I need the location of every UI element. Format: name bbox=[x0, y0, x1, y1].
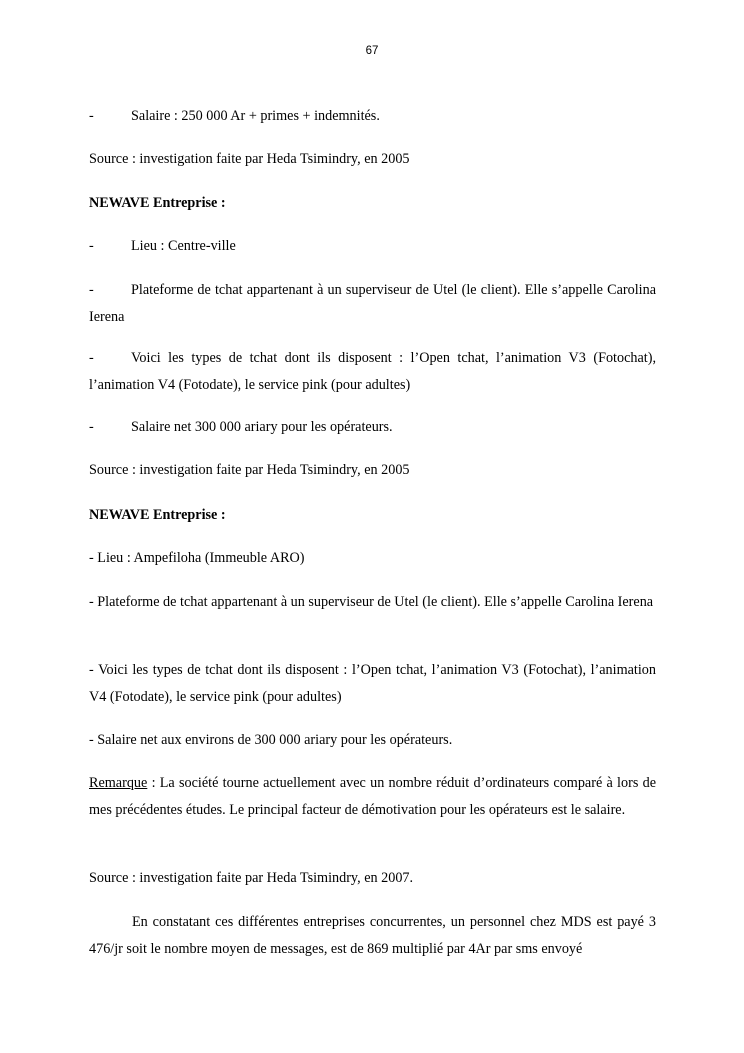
page-number: 67 bbox=[365, 45, 379, 57]
list-item-platform bbox=[89, 277, 656, 330]
list-dash: - bbox=[89, 419, 94, 435]
list-dash: - bbox=[89, 238, 94, 254]
body-paragraph: En constatant ces différentes entreprises concurrentes, un personnel chez MDS est payé 3 476/jr soit le nombre moyen de messages, est de 869 multiplié par 4Ar par sms envoyé bbox=[89, 914, 656, 957]
remark-text: : La société tourne actuellement avec un nombre réduit d’ordinateurs comparé à lors de mes précédentes études. Le principal facteur de démotivation pour les opérateurs est le salaire. bbox=[89, 775, 656, 818]
list-dash: - bbox=[89, 350, 94, 366]
list-item-text: Salaire net 300 000 ariary pour les opérateurs. bbox=[131, 419, 393, 435]
list-item-text: Salaire : 250 000 Ar + primes + indemnités. bbox=[131, 108, 380, 124]
list-item-tchat-types: - Voici les types de tchat dont ils disposent : l’Open tchat, l’animation V3 (Fotochat), l’animation V4 (Fotodate), le service pink (pour adultes) bbox=[89, 662, 656, 705]
list-item-platform: - Plateforme de tchat appartenant à un superviseur de Utel (le client). Elle s’appelle Carolina Ierena bbox=[89, 594, 654, 610]
list-item-salary bbox=[89, 103, 656, 130]
list-item-tchat-types bbox=[89, 345, 656, 398]
list-item-location: - Lieu : Ampefiloha (Immeuble ARO) bbox=[89, 550, 305, 566]
source-line: Source : investigation faite par Heda Tsimindry, en 2007. bbox=[89, 870, 414, 886]
list-item-text: Voici les types de tchat dont ils disposent : l’Open tchat, l’animation V3 (Fotochat), l’animation V4 (Fotodate), le service pink (pour adultes) bbox=[89, 350, 656, 393]
remark-label: Remarque bbox=[89, 775, 148, 791]
section-heading: NEWAVE Entreprise : bbox=[89, 195, 226, 211]
section-heading: NEWAVE Entreprise : bbox=[89, 507, 226, 523]
source-line: Source : investigation faite par Heda Tsimindry, en 2005 bbox=[89, 462, 410, 478]
list-dash: - bbox=[89, 282, 94, 298]
list-item-text: Plateforme de tchat appartenant à un superviseur de Utel (le client). Elle s’appelle Carolina Ierena bbox=[89, 282, 656, 325]
list-dash: - bbox=[89, 108, 94, 124]
remark-paragraph bbox=[89, 770, 656, 823]
list-item-location bbox=[89, 233, 656, 260]
list-item-salary-net: - Salaire net aux environs de 300 000 ariary pour les opérateurs. bbox=[89, 732, 453, 748]
source-line: Source : investigation faite par Heda Tsimindry, en 2005 bbox=[89, 151, 410, 167]
list-item-salary-net bbox=[89, 414, 656, 441]
list-item-text: Lieu : Centre-ville bbox=[131, 238, 236, 254]
